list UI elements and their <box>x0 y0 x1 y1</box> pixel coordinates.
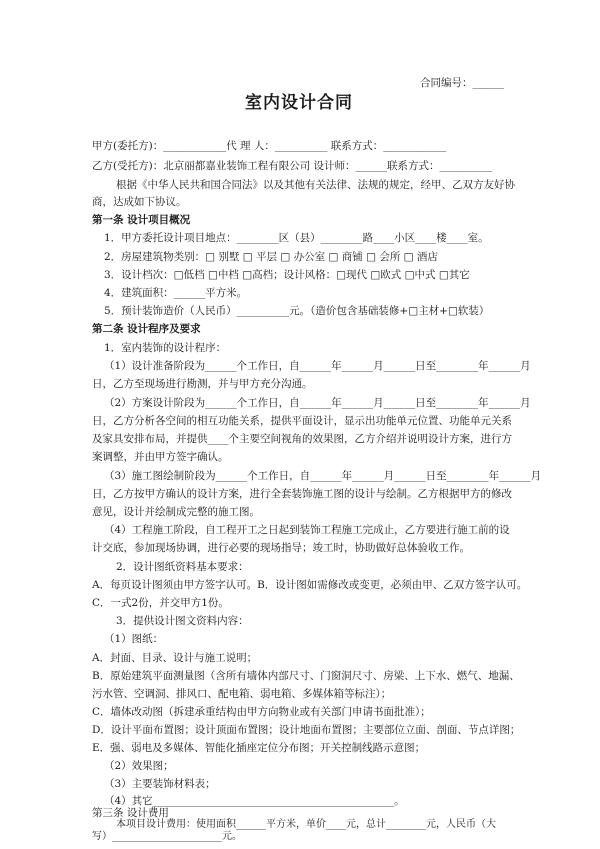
article-1-item-2: 2．房屋建筑物类别：□ 别墅 □ 平层 □ 办公室 □ 商铺 □ 会所 □ 酒店 <box>104 251 438 263</box>
phase-4-line-1: （4）工程施工阶段，自工程开工之日起到装饰工程施工完成止，乙方要进行施工前的设 <box>104 524 510 536</box>
phase-4-line-2: 计交底，参加现场协调，进行必要的现场指导；竣工时，协助做好总体验收工作。 <box>92 542 470 554</box>
deliverable-b-line-2: 污水管、空调洞、排风口、配电箱、弱电箱、多媒体箱等标注）； <box>92 688 392 700</box>
deliverable-other: （4）其它______________________________________________。 <box>104 795 405 807</box>
requirement-c: C．一式2份，并交甲方1份。 <box>92 597 229 609</box>
article-2-section-3: 3．提供设计图文资料内容： <box>116 615 249 627</box>
article-1-item-3: 3．设计档次：□低档 □中档 □高档；设计风格：□现代 □欧式 □中式 □其它 <box>104 269 470 281</box>
phase-2-line-4: 案调整，并由甲方签字确认。 <box>92 451 229 463</box>
deliverable-materials: （3）主要装饰材料表； <box>104 778 216 790</box>
deliverable-c: C．墙体改动图（拆建承重结构由甲方向物业或有关部门申请书面批准）； <box>92 706 431 718</box>
article-2-section-1: 1．室内装饰的设计程序： <box>104 342 227 354</box>
deliverable-b-line-1: B．原始建筑平面测量图（含所有墙体内部尺寸、门窗洞尺寸、房梁、上下水、燃气、地漏、 <box>92 670 520 682</box>
party-b-line: 乙方(受托方)：北京丽都嘉业装饰工程有限公司 设计师：______联系方式：__________ <box>92 160 493 172</box>
deliverable-drawings: （1）图纸： <box>104 633 164 645</box>
deliverable-d: D．设计平面布置图；设计顶面布置图；设计地面布置图；主要部位立面、剖面、节点详图； <box>92 724 521 736</box>
phase-3-line-2: 日，乙方按甲方确认的设计方案，进行全套装饰施工图的设计与绘制。乙方根据甲方的修改 <box>92 488 512 500</box>
party-a-line: 甲方(委托方)：____________代 理 人：__________ 联系方式：____________ <box>92 140 447 152</box>
phase-2-line-1: （2）方案设计阶段为______个工作日，自______年______月______日至________年______月 <box>104 397 531 409</box>
article-3-title: 第三条 设计费用 <box>92 807 169 819</box>
preamble-line-2: 商，达成如下协议。 <box>92 196 187 208</box>
contract-number-label: 合同编号：______ <box>420 77 504 89</box>
phase-3-line-3: 意见，设计并绘制成完整的施工图。 <box>92 506 260 518</box>
phase-3-line-1: （3）施工图绘制阶段为______个工作日，自______年______月______日至________年______月 <box>104 470 542 482</box>
deliverable-e: E．强、弱电及多媒体、智能化插座定位分布图；开关控制线路示意图； <box>92 742 426 754</box>
preamble-line-1: 根据《中华人民共和国合同法》以及其他有关法律、法规的规定，经甲、乙双方友好协 <box>116 179 515 191</box>
fee-line-1: 本项目设计费用：使用面积______平方米，单价____元，总计________元，人民币（大 <box>116 819 496 830</box>
article-1-heading: 第一条 设计项目概况 <box>92 214 191 226</box>
phase-1-line-2: 日，乙方至现场进行勘测，并与甲方充分沟通。 <box>92 378 313 390</box>
deliverable-renderings: （2）效果图； <box>104 760 174 772</box>
requirement-a-b: A．每页设计图须由甲方签字认可。B．设计图如需修改或变更，必须由甲、乙双方签字认可。 <box>92 579 528 591</box>
page-title: 室内设计合同 <box>245 93 353 113</box>
deliverable-a: A．封面、目录、设计与施工说明； <box>92 652 258 664</box>
article-1-item-1: 1．甲方委托设计项目地点：________区（县）________路____小区____楼____室。 <box>104 232 489 244</box>
fee-line-2: 写）______________________元。 <box>92 831 242 842</box>
article-2-heading: 第二条 设计程序及要求 <box>92 323 201 335</box>
phase-2-line-2: 日，乙方分析各空间的相互功能关系，提供平面设计，显示出功能单元位置、功能单元关系 <box>92 415 512 427</box>
phase-1-line-1: （1）设计准备阶段为______个工作日，自______年______月______日至________年______月 <box>104 360 531 372</box>
article-1-item-5: 5．预计装饰造价（人民币）__________元。（造价包含基础装修+□主材+□软装） <box>104 305 490 317</box>
phase-2-line-3: 及家具安排布局，并提供____个主要空间视角的效果图，乙方介绍并说明设计方案，进行方 <box>92 433 512 445</box>
article-2-section-2: 2．设计图纸资料基本要求： <box>116 561 249 573</box>
article-1-item-4: 4．建筑面积：______平方米。 <box>104 287 248 299</box>
